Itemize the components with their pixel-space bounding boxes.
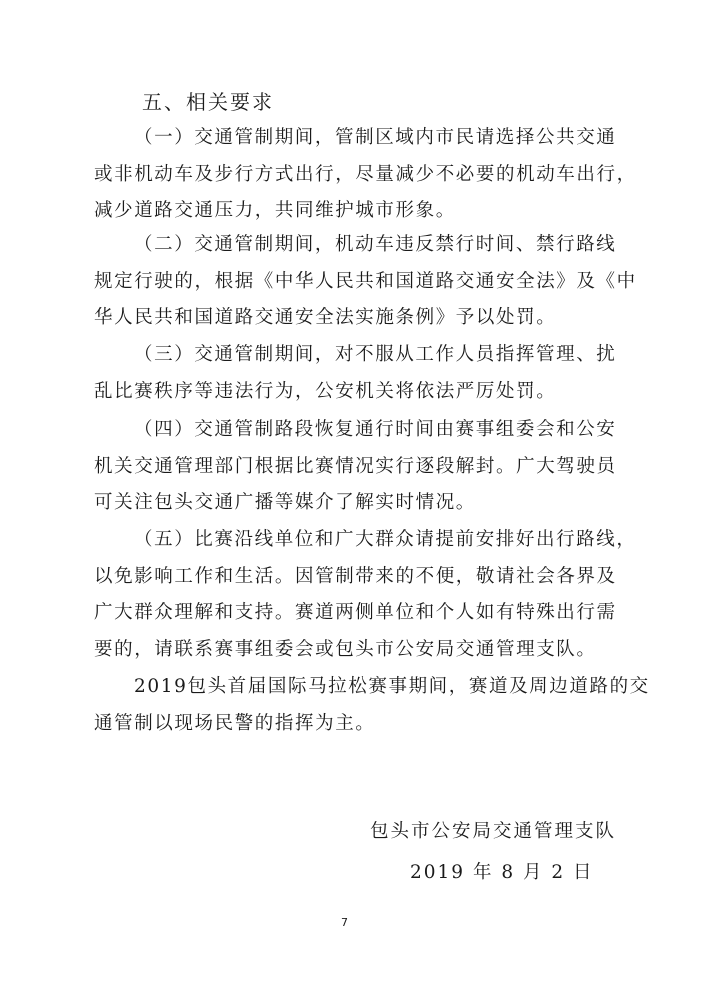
paragraph-line: 广大群众理解和支持。赛道两侧单位和个人如有特殊出行需 <box>94 602 617 623</box>
paragraph-line: 以免影响工作和生活。因管制带来的不便，敬请社会各界及 <box>94 565 617 587</box>
requirement-paragraph-3 <box>94 337 624 410</box>
paragraph-line: （五）比赛沿线单位和广大群众请提前安排好出行路线， <box>134 529 637 550</box>
paragraph-line: 机关交通管理部门根据比赛情况实行逐段解封。广大驾驶员 <box>94 455 617 477</box>
closing-paragraph <box>94 669 650 742</box>
page-number: 7 <box>341 916 348 929</box>
paragraph-line: 规定行驶的，根据《中华人民共和国道路交通安全法》及《中 <box>94 270 637 292</box>
requirement-paragraph-2 <box>94 227 637 337</box>
requirement-paragraph-5 <box>94 522 637 668</box>
requirement-paragraph-4 <box>94 412 624 522</box>
paragraph-line: 华人民共和国道路交通安全法实施条例》予以处罚。 <box>94 307 557 328</box>
paragraph-line: （一）交通管制期间，管制区域内市民请选择公共交通 <box>134 127 617 148</box>
paragraph-line: （四）交通管制路段恢复通行时间由赛事组委会和公安 <box>134 419 617 440</box>
paragraph-line: 减少道路交通压力，共同维护城市形象。 <box>94 200 456 221</box>
paragraph-line: 乱比赛秩序等违法行为，公安机关将依法严厉处罚。 <box>94 380 557 402</box>
paragraph-line: 2019包头首届国际马拉松赛事期间，赛道及周边道路的交 <box>134 676 650 697</box>
paragraph-line: 可关注包头交通广播等媒介了解实时情况。 <box>94 492 476 513</box>
paragraph-line: （二）交通管制期间，机动车违反禁行时间、禁行路线 <box>134 234 617 255</box>
paragraph-line: 或非机动车及步行方式出行，尽量减少不必要的机动车出行， <box>94 163 637 185</box>
requirement-paragraph-1 <box>94 120 637 230</box>
signature-date: 2019 年 8 月 2 日 <box>410 862 594 883</box>
paragraph-line: 通管制以现场民警的指挥为主。 <box>94 712 376 734</box>
signature-organization: 包头市公安局交通管理支队 <box>370 821 617 842</box>
section-heading: 五、相关要求 <box>142 90 274 114</box>
paragraph-line: （三）交通管制期间，对不服从工作人员指挥管理、扰 <box>134 344 617 365</box>
paragraph-line: 要的，请联系赛事组委会或包头市公安局交通管理支队。 <box>94 638 597 660</box>
